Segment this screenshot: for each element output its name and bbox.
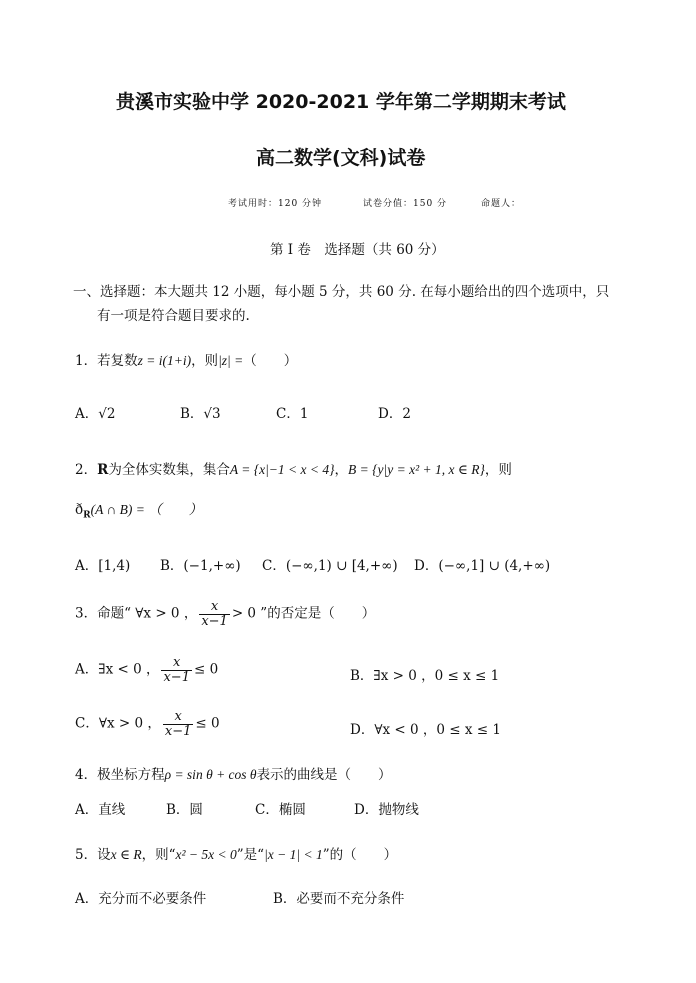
total-score: 试卷分值：150 分 bbox=[363, 199, 448, 209]
q5-option-a: A．充分而不必要条件 bbox=[75, 891, 207, 907]
q4-option-b: B．圆 bbox=[166, 802, 203, 818]
question-2-stem-line2: $ð_R(A$ ∩ B) = （ ） bbox=[75, 502, 203, 521]
q3-option-d: D．∀x < 0 ，0 ≤ x ≤ 1 bbox=[350, 722, 501, 738]
q2-option-b: B．(−1,+∞) bbox=[160, 558, 241, 574]
section-heading: 第 I 卷 选择题（共 60 分） bbox=[270, 242, 445, 258]
question-2-stem: 2．R为全体实数集，集合A = {x|−1 < x < 4}，B = {y|y = x² + 1, x ∈ R}，则 bbox=[75, 462, 512, 478]
q1-option-d: D．2 bbox=[378, 406, 411, 422]
q3-fraction: $\frac{x}{x-1}$ bbox=[201, 599, 228, 629]
instructions-line1: 一、选择题：本大题共 12 小题，每小题 5 分，共 60 分. 在每小题给出的四个选项中，只 bbox=[73, 284, 610, 300]
q1-option-b: B．√3 bbox=[180, 406, 221, 422]
question-1-stem: 1．若复数z = i(1+i)，则|z| =（ ） bbox=[75, 353, 298, 369]
q4-option-a: A．直线 bbox=[75, 802, 126, 818]
q2-option-a: A．[1,4) bbox=[75, 558, 131, 574]
q1-option-c: C．1 bbox=[276, 406, 309, 422]
q3-option-a: A．∃x < 0 ， $\frac{x}{x-1}$ ≤ 0 bbox=[75, 655, 219, 685]
author-label: 命题人： bbox=[481, 199, 522, 209]
question-4-stem: 4．极坐标方程ρ = sin θ + cos θ表示的曲线是（ ） bbox=[75, 767, 392, 783]
q3-option-c: C．∀x > 0 ， $\frac{x}{x-1}$ ≤ 0 bbox=[75, 709, 220, 739]
question-5-stem: 5．设x ∈ R，则“x² − 5x < 0”是“|x − 1| < 1”的（ ） bbox=[75, 847, 398, 863]
exam-time: 考试用时：120 分钟 bbox=[228, 199, 323, 209]
q4-option-c: C．椭圆 bbox=[255, 802, 306, 818]
exam-title-line2: 高二数学(文科)试卷 bbox=[256, 147, 426, 169]
q4-option-d: D．抛物线 bbox=[354, 802, 419, 818]
q1-option-a: A．√2 bbox=[75, 406, 116, 422]
q5-option-b: B．必要而不充分条件 bbox=[273, 891, 405, 907]
q2-option-d: D．(−∞,1] ∪ (4,+∞) bbox=[414, 558, 551, 574]
exam-title-line1: 贵溪市实验中学 2020-2021 学年第二学期期末考试 bbox=[116, 91, 566, 113]
q3-option-b: B．∃x > 0 ，0 ≤ x ≤ 1 bbox=[350, 668, 500, 684]
instructions-line2: 有一项是符合题目要求的. bbox=[97, 308, 250, 324]
question-3-stem: 3．命题“ ∀x > 0 ， $\frac{x}{x-1}$ > 0 ”的否定是（ ） bbox=[75, 599, 376, 629]
q2-option-c: C．(−∞,1) ∪ [4,+∞) bbox=[262, 558, 398, 574]
